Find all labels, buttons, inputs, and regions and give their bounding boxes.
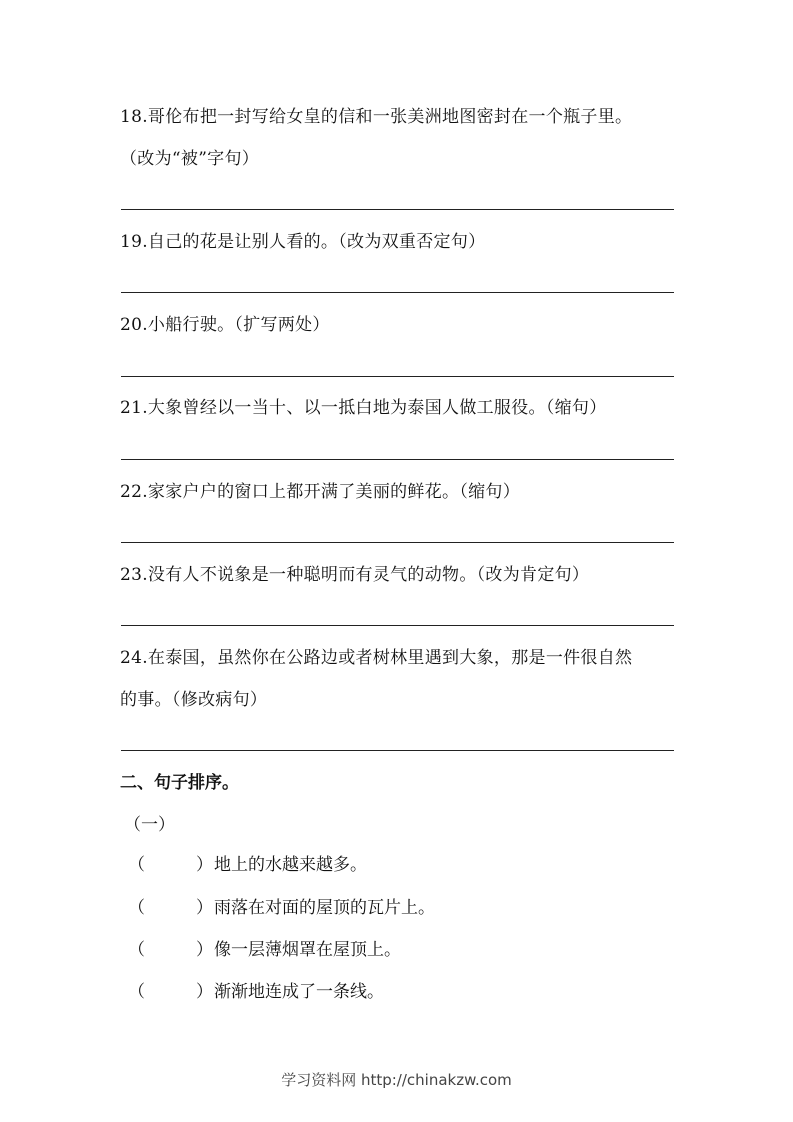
answer-line-20: [121, 376, 674, 377]
answer-line-21: [121, 459, 674, 460]
question-19-text: 19.自己的花是让别人看的。（改为双重否定句）: [120, 232, 486, 252]
order-blank-open: （: [128, 898, 145, 918]
group-1-label: （一）: [124, 815, 175, 835]
order-blank-open: （: [128, 940, 145, 960]
order-item-text: 像一层薄烟罩在屋顶上。: [214, 940, 401, 960]
question-18-text: 18.哥伦布把一封写给女皇的信和一张美洲地图密封在一个瓶子里。: [120, 107, 633, 127]
order-item-text: 地上的水越来越多。: [214, 855, 367, 875]
footer-watermark: 学习资料网 http://chinakzw.com: [281, 1071, 512, 1089]
order-blank-open: （: [128, 855, 145, 875]
question-24-instruction: 的事。（修改病句）: [120, 690, 268, 710]
answer-line-23: [121, 625, 674, 626]
order-item-text: 雨落在对面的屋顶的瓦片上。: [214, 898, 435, 918]
order-item-text: 渐渐地连成了一条线。: [214, 982, 384, 1002]
question-23-text: 23.没有人不说象是一种聪明而有灵气的动物。（改为肯定句）: [120, 565, 590, 585]
question-20-text: 20.小船行驶。（扩写两处）: [120, 315, 330, 335]
order-blank-close: ）: [196, 855, 213, 875]
answer-line-22: [121, 542, 674, 543]
order-blank-open: （: [128, 982, 145, 1002]
answer-line-18: [121, 209, 674, 210]
question-24-text: 24.在泰国，虽然你在公路边或者树林里遇到大象，那是一件很自然: [120, 648, 633, 668]
order-blank-close: ）: [196, 898, 213, 918]
order-blank-close: ）: [196, 940, 213, 960]
answer-line-19: [121, 292, 674, 293]
question-21-text: 21.大象曾经以一当十、以一抵白地为泰国人做工服役。（缩句）: [120, 398, 607, 418]
question-18-instruction: （改为“被”字句）: [120, 149, 260, 169]
section-2-title: 二、句子排序。: [120, 773, 239, 793]
question-22-text: 22.家家户户的窗口上都开满了美丽的鲜花。（缩句）: [120, 482, 521, 502]
order-blank-close: ）: [196, 982, 213, 1002]
answer-line-24: [121, 750, 674, 751]
